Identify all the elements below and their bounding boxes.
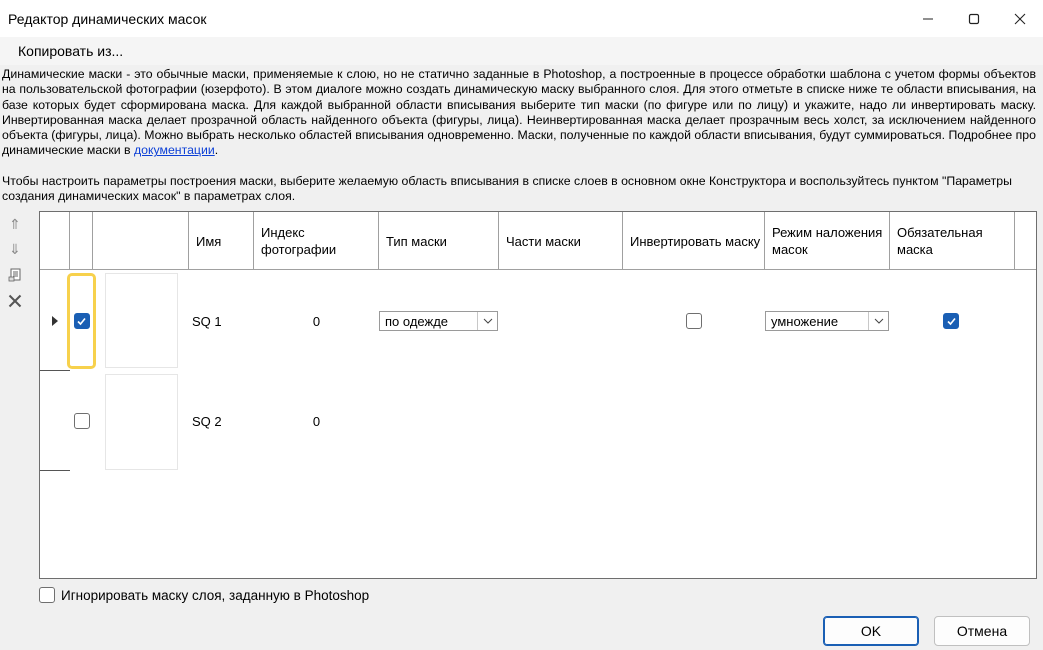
move-down-button[interactable] [4, 236, 26, 262]
title-bar [0, 0, 1043, 37]
table-row[interactable] [40, 271, 1036, 371]
header-blend-mode[interactable]: Режим наложения масок [765, 212, 890, 270]
description-text [2, 67, 1036, 159]
arrow-up-icon: ⇑ [9, 215, 21, 232]
close-button[interactable] [997, 0, 1043, 37]
row-indicator [40, 271, 70, 371]
row-photo-index: 0 [312, 413, 321, 429]
row-name: SQ 1 [192, 313, 222, 329]
header-required[interactable]: Обязательная маска [890, 212, 1015, 270]
minimize-button[interactable] [905, 0, 951, 37]
row-thumbnail [105, 273, 178, 368]
header-row-indicator [40, 212, 70, 270]
row-thumbnail [105, 374, 178, 470]
documentation-link[interactable]: документации [133, 143, 215, 158]
ignore-mask-label: Игнорировать маску слоя, заданную в Photoshop [61, 587, 370, 603]
ok-button[interactable]: OK [823, 616, 919, 646]
current-row-arrow-icon [52, 316, 58, 326]
mask-type-value: по одежде [385, 313, 449, 329]
mask-type-select[interactable] [379, 311, 498, 331]
maximize-button[interactable] [951, 0, 997, 37]
ignore-mask-option[interactable] [39, 587, 369, 603]
description-body: Динамические маски - это обычные маски, применяемые к слою, но не статично заданные в Photoshop, а построенные в процессе обработки шаблона с учетом формы объектов на пользовательской фотографии (юзерфото). В этом диалоге можно создать динамическую маску выбранного слоя. Для этого отметьте в списке ниже те области вписывания, на базе которых будет сформирована маска. Для каждой выбранной области вписывания выберите тип маски (по фигуре или по лицу) и укажите, надо ли инвертировать маску. Инвертированная маска делает прозрачной область найденного объекта (фигуры, лица). Неинвертированная маска делает прозрачным весь холст, за исключением найденного объекта (фигуры, лица). Можно выбрать несколько областей вписывания одновременно. Маски, полученные по каждой области вписывания, будут суммироваться. Подробнее про динамические маски в [2, 67, 1036, 158]
row-checkbox[interactable] [74, 413, 90, 429]
maximize-icon [968, 13, 980, 25]
close-icon [1014, 13, 1026, 25]
layers-grid[interactable] [39, 211, 1037, 579]
row-invert-cell[interactable] [686, 271, 702, 371]
copy-button[interactable] [4, 262, 26, 288]
header-name[interactable]: Имя [189, 212, 254, 270]
row-divider [40, 470, 70, 471]
header-mask-parts[interactable]: Части маски [499, 212, 623, 270]
description-end: . [214, 143, 219, 158]
copy-from-menu[interactable]: Копировать из... [18, 43, 124, 59]
row-mask-type-cell [379, 271, 499, 371]
row-name: SQ 2 [192, 413, 222, 429]
checkmark-icon [946, 316, 957, 327]
header-photo-index[interactable]: Индекс фотографии [254, 212, 379, 270]
focus-highlight [67, 273, 96, 369]
ignore-mask-checkbox[interactable] [39, 587, 55, 603]
cancel-button[interactable]: Отмена [934, 616, 1030, 646]
header-mask-type[interactable]: Тип маски [379, 212, 499, 270]
arrow-down-icon: ⇓ [9, 240, 21, 257]
chevron-down-icon [477, 312, 497, 330]
header-invert[interactable]: Инвертировать маску [623, 212, 765, 270]
blend-mode-value: умножение [771, 313, 839, 329]
invert-checkbox[interactable] [686, 313, 702, 329]
side-toolbar [4, 212, 26, 314]
row-photo-index: 0 [312, 313, 321, 329]
row-blend-mode-cell [765, 271, 890, 371]
copy-icon [8, 268, 22, 282]
description-settings-text: Чтобы настроить параметры построения маски, выберите желаемую область вписывания в списке слоев в основном окне Конструктора и воспользуйтесь пунктом "Параметры создания динамических масок" в параметрах слоя. [2, 174, 1012, 204]
delete-button[interactable] [4, 288, 26, 314]
window-title: Редактор динамических масок [8, 10, 207, 27]
chevron-down-icon [868, 312, 888, 330]
grid-header [40, 212, 1036, 270]
delete-icon [8, 294, 22, 308]
required-checkbox[interactable] [943, 313, 959, 329]
header-thumbnail-col [93, 212, 189, 270]
menu-bar [0, 37, 1043, 65]
move-up-button[interactable] [4, 212, 26, 236]
row-select-cell[interactable] [73, 371, 90, 471]
blend-mode-select[interactable] [765, 311, 889, 331]
table-row[interactable] [40, 371, 1036, 471]
minimize-icon [922, 13, 934, 25]
header-checkbox-col [70, 212, 93, 270]
row-required-cell[interactable] [943, 271, 959, 371]
